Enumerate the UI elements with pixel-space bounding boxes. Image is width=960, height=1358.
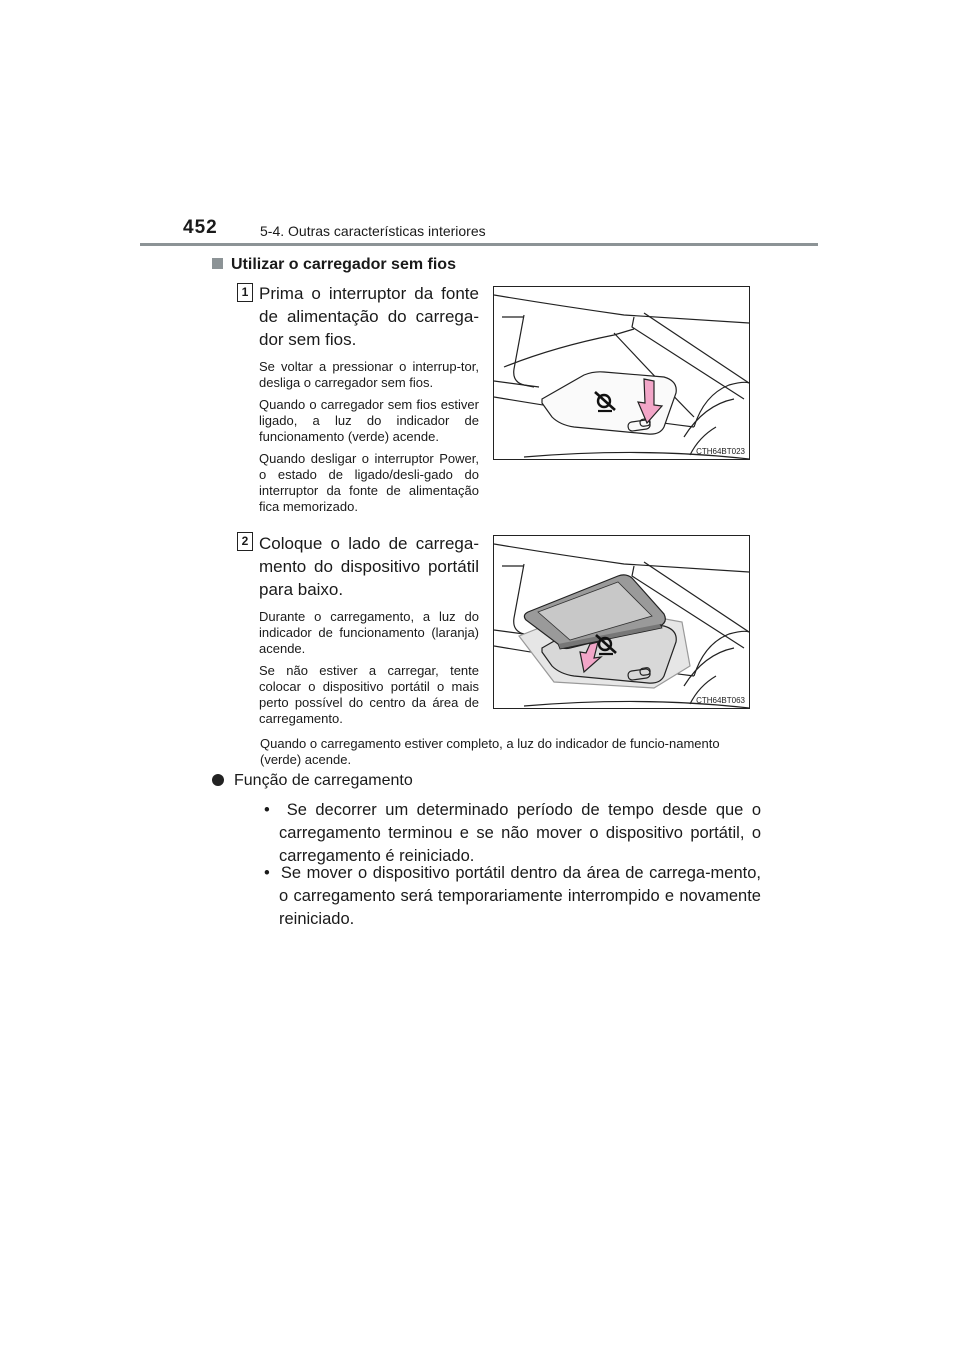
charging-function-item-2-text: Se mover o dispositivo portátil dentro da área de carrega-mento, o carregamento será temporariamente interrompido e novamente reiniciado. bbox=[279, 864, 762, 928]
chapter-header: 5-4. Outras características interiores bbox=[260, 223, 486, 239]
header-divider bbox=[140, 243, 818, 246]
step-1-note-2: Quando o carregador sem fios estiver ligado, a luz do indicador de funcionamento (verde) acende. bbox=[259, 397, 479, 444]
step-1-text bbox=[259, 282, 479, 521]
step-1-note-1: Se voltar a pressionar o interrup-tor, desliga o carregador sem fios. bbox=[259, 359, 479, 390]
page-number: 452 bbox=[183, 217, 218, 238]
figure-phone-placement bbox=[493, 535, 750, 709]
bullet-dot-icon bbox=[212, 774, 224, 786]
section-title bbox=[212, 256, 456, 274]
step-2-badge: 2 bbox=[237, 532, 253, 551]
charging-function-heading bbox=[212, 772, 413, 790]
figure-1-code: CTH64BT023 bbox=[696, 447, 745, 456]
charging-function-item-1-text: Se decorrer um determinado período de tempo desde que o carregamento terminou e se não mover o dispositivo portátil, o carregamento é reiniciado. bbox=[279, 801, 761, 865]
section-title-text: Utilizar o carregador sem fios bbox=[231, 256, 456, 273]
phone-placement-illustration bbox=[494, 536, 749, 708]
completion-note: Quando o carregamento estiver completo, a luz do indicador de funcio-namento (verde) acende. bbox=[260, 736, 720, 767]
step-1-note-3: Quando desligar o interruptor Power, o estado de ligado/desli-gado do interruptor da fonte de alimentação fica memorizado. bbox=[259, 451, 479, 514]
charging-function-item-1: • Se decorrer um determinado período de tempo desde que o carregamento terminou e se não mover o dispositivo portátil, o carregamento é reiniciado. bbox=[264, 801, 761, 865]
step-2-text bbox=[259, 532, 479, 733]
square-bullet-icon bbox=[212, 258, 223, 269]
step-1-badge: 1 bbox=[237, 283, 253, 302]
step-2-main: Coloque o lado de carrega-mento do dispositivo portátil para baixo. bbox=[259, 534, 479, 599]
charging-function-title: Função de carregamento bbox=[234, 772, 413, 789]
figure-2-code: CTH64BT063 bbox=[696, 696, 745, 705]
step-2-note-2: Se não estiver a carregar, tente colocar o dispositivo portátil o mais perto possível do centro da área de carregamento. bbox=[259, 663, 479, 726]
figure-charger-switch bbox=[493, 286, 750, 460]
step-1-main: Prima o interruptor da fonte de alimentação do carrega-dor sem fios. bbox=[259, 284, 479, 349]
charger-switch-illustration bbox=[494, 287, 749, 459]
step-2-note-1: Durante o carregamento, a luz do indicador de funcionamento (laranja) acende. bbox=[259, 609, 479, 656]
charging-function-item-2: • Se mover o dispositivo portátil dentro da área de carrega-mento, o carregamento será temporariamente interrompido e novamente reiniciado. bbox=[264, 864, 762, 928]
